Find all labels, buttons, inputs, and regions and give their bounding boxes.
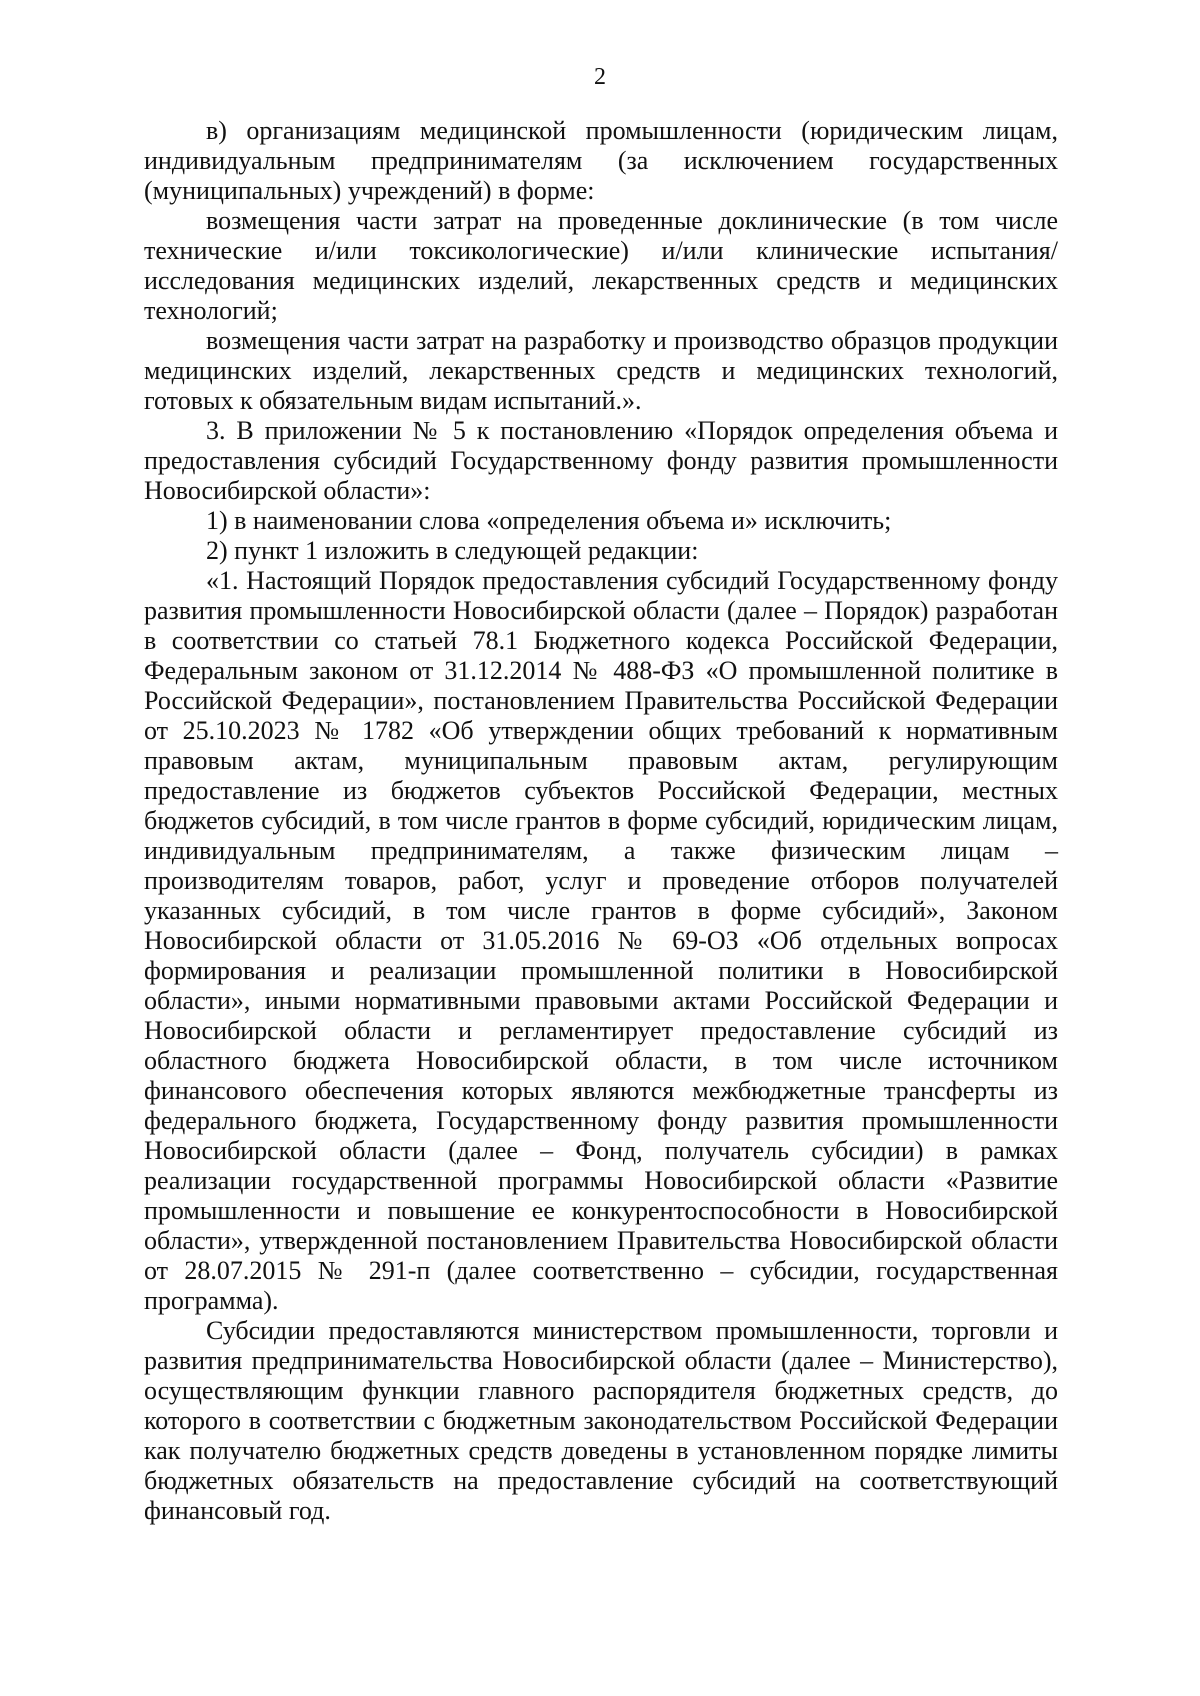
document-body [144,116,1058,1526]
page-number: 2 [594,64,606,90]
paragraph-preclinical-costs: возмещения части затрат на проведенные доклинические (в том числе технические и/или токсикологические) и/или клинические испытания/исследования медицинских изделий, лекарственных средств и медицинских технологий; [144,206,1058,325]
paragraph-production-costs: возмещения части затрат на разработку и производство образцов продукции медицинских изделий, лекарственных средств и медицинских технологий, готовых к обязательным видам испытаний.». [144,326,1058,415]
paragraph-item-2: 2) пункт 1 изложить в следующей редакции: [206,536,699,565]
paragraph-procedure-point-1: «1. Настоящий Порядок предоставления субсидий Государственному фонду развития промышленности Новосибирской области (далее – Порядок) разработан в соответствии со статьей 78.1 Бюджетного кодекса Российской Федерации, Федеральным законом от 31.12.2014 № 488-ФЗ «О промышленной политике в Российской Федерации», постановлением Правительства Российской Федерации от 25.10.2023 № 1782 «Об утверждении общих требований к нормативным правовым актам, муниципальным правовым актам, регулирующим предоставление из бюджетов субъектов Российской Федерации, местных бюджетов субсидий, в том числе грантов в форме субсидий, юридическим лицам, индивидуальным предпринимателям, а также физическим лицам – производителям товаров, работ, услуг и проведение отборов получателей указанных субсидий, в том числе грантов в форме субсидий», Законом Новосибирской области от 31.05.2016 № 69-ОЗ «Об отдельных вопросах формирования и реализации промышленной политики в Новосибирской области», иными нормативными правовыми актами Российской Федерации и Новосибирской области и регламентирует предоставление субсидий из областного бюджета Новосибирской области, в том числе источником финансового обеспечения которых являются межбюджетные трансферты из федерального бюджета, Государственному фонду развития промышленности Новосибирской области (далее – Фонд, получатель субсидии) в рамках реализации государственной программы Новосибирской области «Развитие промышленности и повышение ее конкурентоспособности в Новосибирской области», утвержденной постановлением Правительства Новосибирской области от 28.07.2015 № 291-п (далее соответственно – субсидии, государственная программа). [144,566,1058,1315]
paragraph-medical-organizations: в) организациям медицинской промышленности (юридическим лицам, индивидуальным предпринимателям (за исключением государственных (муниципальных) учреждений) в форме: [144,116,1058,205]
paragraph-subsidies-provided: Субсидии предоставляются министерством промышленности, торговли и развития предпринимательства Новосибирской области (далее – Министерство), осуществляющим функции главного распорядителя бюджетных средств, до которого в соответствии с бюджетным законодательством Российской Федерации как получателю бюджетных средств доведены в установленном порядке лимиты бюджетных обязательств на предоставление субсидий на соответствующий финансовый год. [144,1316,1058,1525]
paragraph-appendix-5: 3. В приложении № 5 к постановлению «Порядок определения объема и предоставления субсидий Государственному фонду развития промышленности Новосибирской области»: [144,416,1058,505]
paragraph-item-1: 1) в наименовании слова «определения объема и» исключить; [206,506,892,535]
